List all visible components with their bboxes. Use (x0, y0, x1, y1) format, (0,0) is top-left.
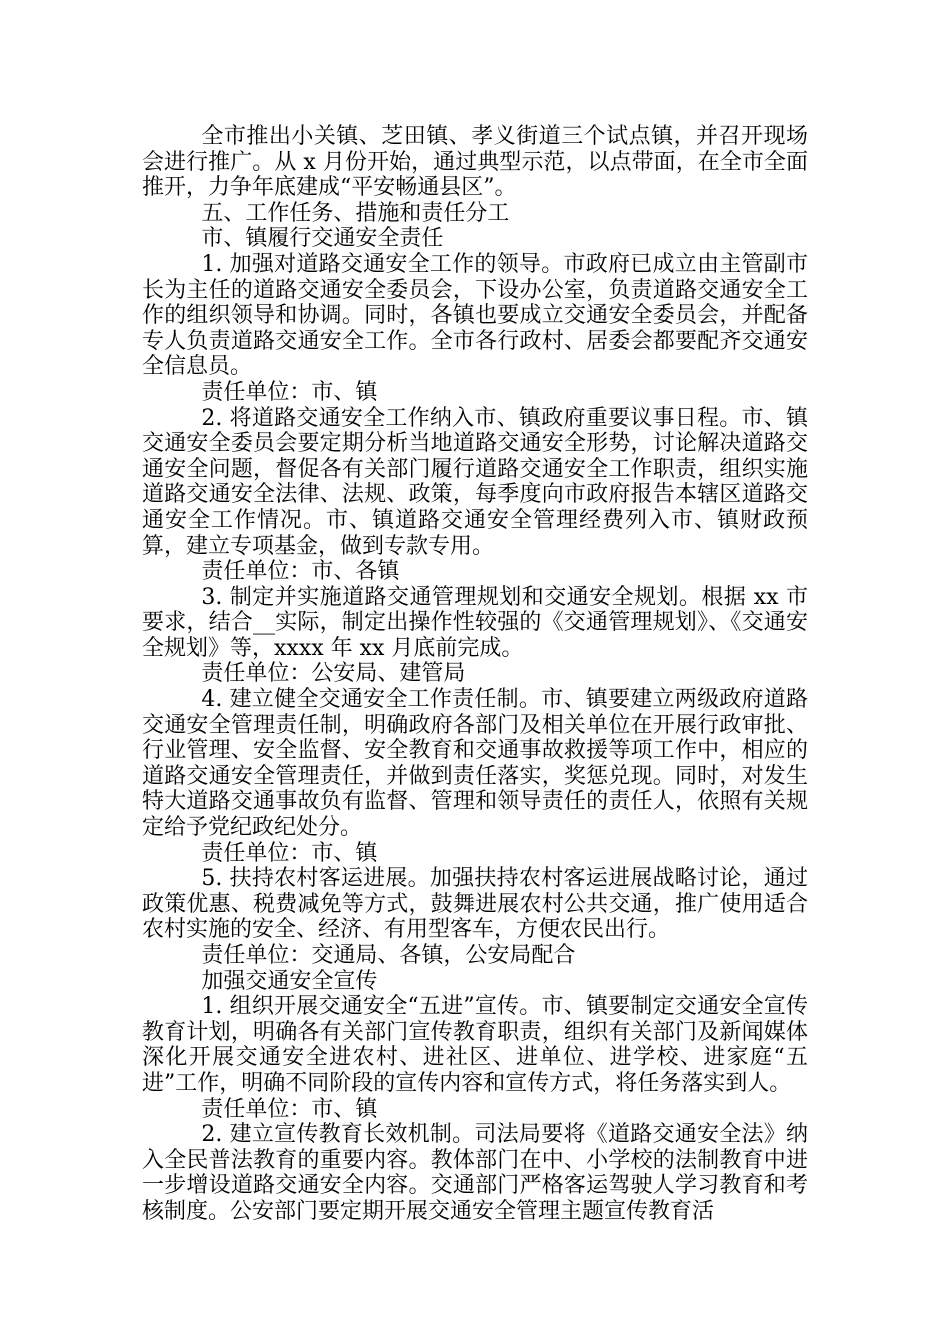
responsibility-line: 责任单位：交通局、各镇，公安局配合 (201, 943, 576, 968)
paragraph: 3. 制定并实施道路交通管理规划和交通安全规划。根据 xx 市要求，结合__实际，制定出操作性较强的《交通管理规划》、《交通安全规划》等，xxxx 年 xx 月底前完成。 (142, 584, 808, 661)
paragraph: 2. 将道路交通安全工作纳入市、镇政府重要议事日程。市、镇交通安全委员会要定期分析当地道路交通安全形势，讨论解决道路交通安全问题，督促各有关部门履行道路交通安全工作职责，组织实施道路交通安全法律、法规、政策，每季度向市政府报告本辖区道路交通安全工作情况。市、镇道路交通安全管理经费列入市、镇财政预算，建立专项基金，做到专款专用。 (142, 405, 808, 559)
paragraph: 4. 建立健全交通安全工作责任制。市、镇要建立两级政府道路交通安全管理责任制，明确政府各部门及相关单位在开展行政审批、行业管理、安全监督、安全教育和交通事故救援等项工作中，相应的道路交通安全管理责任，并做到责任落实，奖惩兑现。同时，对发生特大道路交通事故负有监督、管理和领导责任的责任人，依照有关规定给予党纪政纪处分。 (142, 687, 808, 841)
section-heading: 五、工作任务、措施和责任分工 (201, 200, 510, 226)
document-body (142, 124, 808, 1225)
responsibility-line: 责任单位：市、镇 (201, 840, 378, 866)
subsection-heading: 市、镇履行交通安全责任 (201, 226, 444, 252)
responsibility-line: 责任单位：公安局、建管局 (201, 661, 466, 687)
responsibility-line: 责任单位：市、镇 (201, 379, 378, 405)
paragraph: 1. 加强对道路交通安全工作的领导。市政府已成立由主管副市长为主任的道路交通安全委员会，下设办公室，负责道路交通安全工作的组织领导和协调。同时，各镇也要成立交通安全委员会，并配备专人负责道路交通安全工作。全市各行政村、居委会都要配齐交通安全信息员。 (142, 251, 808, 380)
responsibility-line: 责任单位：市、各镇 (201, 559, 400, 585)
paragraph: 1. 组织开展交通安全“五进”宣传。市、镇要制定交通安全宣传教育计划，明确各有关部门宣传教育职责，组织有关部门及新闻媒体深化开展交通安全进农村、进社区、进单位、进学校、进家庭“五进”工作，明确不同阶段的宣传内容和宣传方式，将任务落实到人。 (142, 994, 808, 1096)
responsibility-line: 责任单位：市、镇 (201, 1096, 378, 1122)
subsection-heading: 加强交通安全宣传 (201, 968, 378, 994)
paragraph: 2. 建立宣传教育长效机制。司法局要将《道路交通安全法》纳入全民普法教育的重要内容。教体部门在中、小学校的法制教育中进一步增设道路交通安全内容。交通部门严格客运驾驶人学习教育和考核制度。公安部门要定期开展交通安全管理主题宣传教育活 (142, 1122, 808, 1224)
paragraph: 全市推出小关镇、芝田镇、孝义街道三个试点镇，并召开现场会进行推广。从 x 月份开始，通过典型示范，以点带面，在全市全面推开，力争年底建成“平安畅通县区”。 (142, 124, 808, 201)
paragraph: 5. 扶持农村客运进展。加强扶持农村客运进展战略讨论，通过政策优惠、税费减免等方式，鼓舞进展农村公共交通，推广使用适合农村实施的安全、经济、有用型客车，方便农民出行。 (142, 866, 808, 943)
